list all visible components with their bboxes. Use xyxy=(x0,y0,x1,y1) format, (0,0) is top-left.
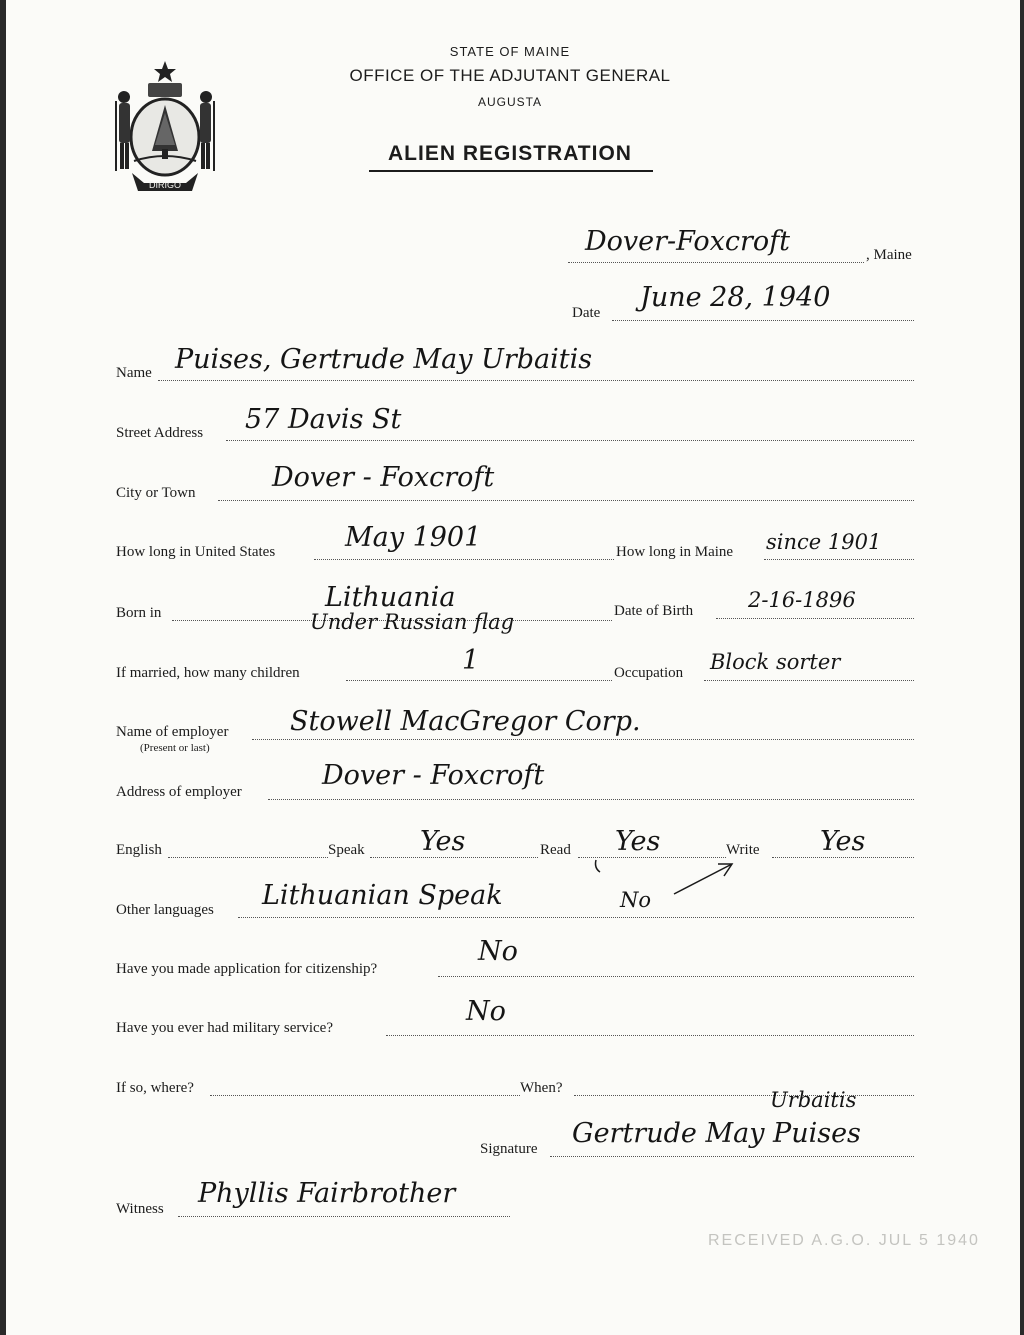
children-label: If married, how many children xyxy=(116,665,300,681)
place-line xyxy=(568,262,864,263)
citizenship-label: Have you made application for citizenship? xyxy=(116,961,378,977)
employer-sublabel: (Present or last) xyxy=(140,742,210,754)
place-value: Dover-Foxcroft xyxy=(585,226,791,257)
read-label: Read xyxy=(540,842,571,858)
speak-line xyxy=(370,857,538,858)
employer-address-line xyxy=(268,799,914,800)
dob-line xyxy=(716,618,914,619)
city-line xyxy=(218,500,914,501)
street-line xyxy=(226,440,914,441)
other-lang-no: No xyxy=(620,888,652,912)
city-label: City or Town xyxy=(116,485,196,501)
other-lang-value: Lithuanian Speak xyxy=(262,880,503,911)
date-value: June 28, 1940 xyxy=(640,282,831,313)
occupation-label: Occupation xyxy=(614,665,684,681)
write-line xyxy=(772,857,914,858)
citizenship-line xyxy=(438,976,914,977)
seal-banner-text: DIRIGO xyxy=(148,180,182,190)
date-line xyxy=(612,320,914,321)
where-line xyxy=(210,1095,520,1096)
name-label: Name xyxy=(116,365,152,381)
dob-value: 2-16-1896 xyxy=(748,588,856,612)
city-value: Dover - Foxcroft xyxy=(272,462,495,493)
write-value: Yes xyxy=(820,826,866,857)
maine-seal-icon xyxy=(110,55,220,195)
speak-value: Yes xyxy=(420,826,466,857)
maine-since-value: since 1901 xyxy=(766,530,882,554)
header-state: STATE OF MAINE xyxy=(449,44,571,59)
signature-label: Signature xyxy=(480,1141,538,1157)
other-lang-label: Other languages xyxy=(116,902,214,918)
us-label: How long in United States xyxy=(116,544,276,560)
signature-top: Urbaitis xyxy=(770,1088,857,1112)
employer-value: Stowell MacGregor Corp. xyxy=(290,706,641,737)
read-value: Yes xyxy=(615,826,661,857)
write-label: Write xyxy=(726,842,760,858)
received-stamp: RECEIVED A.G.O. JUL 5 1940 xyxy=(708,1232,980,1249)
military-line xyxy=(386,1035,914,1036)
children-line xyxy=(346,680,612,681)
name-line xyxy=(158,380,914,381)
title-underline xyxy=(369,170,653,172)
us-value: May 1901 xyxy=(345,522,482,553)
header-city: AUGUSTA xyxy=(477,95,543,109)
employer-address-value: Dover - Foxcroft xyxy=(322,760,545,791)
scan-edge-right xyxy=(1020,0,1024,1335)
witness-value: Phyllis Fairbrother xyxy=(198,1178,456,1209)
when-line xyxy=(574,1095,914,1096)
signature-value: Gertrude May Puises xyxy=(572,1118,861,1149)
speak-label: Speak xyxy=(328,842,365,858)
maine-label: , Maine xyxy=(866,247,912,263)
occupation-line xyxy=(704,680,914,681)
maine-since-line xyxy=(764,559,914,560)
other-lang-line xyxy=(238,917,914,918)
witness-line xyxy=(178,1216,510,1217)
born-label: Born in xyxy=(116,605,162,621)
signature-line xyxy=(550,1156,914,1157)
where-label: If so, where? xyxy=(116,1080,194,1096)
witness-label: Witness xyxy=(116,1201,164,1217)
english-label: English xyxy=(116,842,162,858)
employer-line xyxy=(252,739,914,740)
form-title: ALIEN REGISTRATION xyxy=(388,142,632,165)
name-value: Puises, Gertrude May Urbaitis xyxy=(175,344,593,375)
born-value: Lithuania xyxy=(325,582,456,613)
military-value: No xyxy=(466,996,506,1027)
scan-edge-left xyxy=(0,0,6,1335)
maine-since-label: How long in Maine xyxy=(616,544,734,560)
occupation-value: Block sorter xyxy=(710,650,841,674)
date-label: Date xyxy=(572,305,601,321)
english-line xyxy=(168,857,328,858)
arrow-icon xyxy=(590,850,740,900)
dob-label: Date of Birth xyxy=(614,603,694,619)
street-label: Street Address xyxy=(116,425,204,441)
citizenship-value: No xyxy=(478,936,518,967)
header-office: OFFICE OF THE ADJUTANT GENERAL xyxy=(349,66,671,85)
employer-address-label: Address of employer xyxy=(116,784,242,800)
street-value: 57 Davis St xyxy=(245,404,402,435)
military-label: Have you ever had military service? xyxy=(116,1020,333,1036)
when-label: When? xyxy=(520,1080,563,1096)
children-value: 1 xyxy=(462,645,480,676)
born-note: Under Russian flag xyxy=(310,610,515,634)
us-line xyxy=(314,559,614,560)
employer-label: Name of employer xyxy=(116,724,229,740)
